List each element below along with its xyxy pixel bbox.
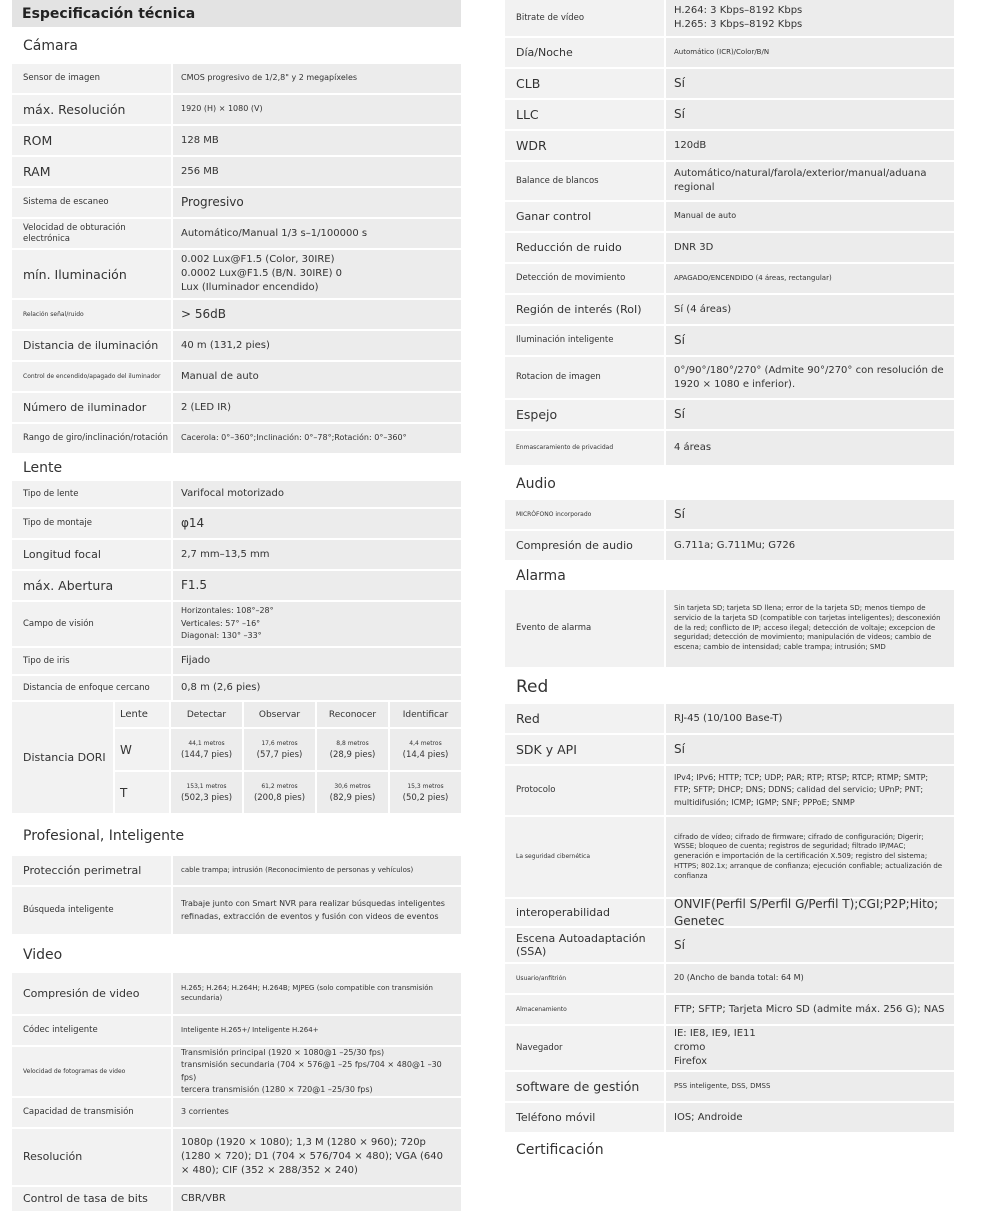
spec-label: Sistema de escaneo — [12, 188, 171, 217]
spec-value-text: FTP; SFTP; Tarjeta Micro SD (admite máx. 256 G); NAS — [674, 1003, 945, 1015]
spec-value — [171, 1047, 461, 1096]
spec-value — [171, 1187, 461, 1211]
spec-row-max-abertura — [12, 571, 461, 602]
spec-label: Iluminación inteligente — [505, 326, 664, 355]
spec-value-text: Transmisión principal (1920 × 1080@1 –25/30 fps) transmisión secundaria (704 × 576@1 –25 fps/704 × 480@1 –30 fps) tercera transmisión (1280 × 720@1 –25/30 fps) — [181, 1047, 442, 1094]
spec-label: Día/Noche — [505, 38, 664, 67]
spec-row-tipo-de-lente — [12, 481, 461, 509]
spec-label: Almacenamiento — [505, 995, 664, 1024]
spec-value — [171, 188, 461, 217]
dori-corner-label: Lente — [113, 702, 169, 729]
dori-feet: (50,2 pies) — [402, 792, 449, 803]
spec-value-text: Sí — [674, 742, 685, 757]
spec-value-text: IPv4; IPv6; HTTP; TCP; UDP; PAR; RTP; RTSP; RTCP; RTMP; SMTP; FTP; SFTP; DHCP; DNS; DDNS; calidad del servicio; UPnP; PNT; multidifusión; ICMP; IGMP; SNF; PPPoE; SNMP — [674, 772, 929, 807]
spec-row-dia-noche — [505, 38, 954, 69]
spec-value-text: Manual de auto — [181, 370, 259, 382]
spec-label: Control de tasa de bits — [12, 1187, 171, 1211]
spec-row-red — [505, 704, 954, 735]
spec-value — [664, 500, 954, 529]
left-column — [12, 0, 461, 1213]
spec-row-microfono-incorporado — [505, 500, 954, 531]
spec-row-rango-de-giro-inclinacion-rotacion — [12, 424, 461, 455]
spec-value-text: Fijado — [181, 655, 211, 666]
spec-value — [171, 157, 461, 186]
spec-row-longitud-focal — [12, 540, 461, 571]
spec-value — [171, 648, 461, 674]
spec-value-text: PSS inteligente, DSS, DMSS — [674, 1081, 771, 1090]
spec-row-ganar-control — [505, 202, 954, 233]
dori-cell — [242, 772, 315, 815]
spec-value-text: APAGADO/ENCENDIDO (4 áreas, rectangular) — [674, 273, 832, 282]
spec-value-text: Automático/natural/farola/exterior/manual/aduana regional — [674, 168, 927, 193]
spec-label: Reducción de ruido — [505, 233, 664, 262]
spec-label: WDR — [505, 131, 664, 160]
spec-row-usuario-anfitrion — [505, 964, 954, 995]
spec-label: Tipo de montaje — [12, 509, 171, 538]
spec-value — [171, 300, 461, 329]
spec-row-velocidad-de-obturacion-electronica — [12, 219, 461, 250]
spec-value-text: 20 (Ancho de banda total: 64 M) — [674, 973, 804, 983]
spec-row-tipo-de-iris — [12, 648, 461, 676]
spec-value — [171, 362, 461, 391]
spec-value-text: Varifocal motorizado — [181, 488, 284, 499]
dori-feet: (57,7 pies) — [256, 749, 303, 760]
spec-label: Velocidad de obturación electrónica — [12, 219, 171, 248]
spec-label: Sensor de imagen — [12, 64, 171, 93]
spec-value — [664, 431, 954, 465]
spec-value — [171, 424, 461, 453]
spec-value-text: DNR 3D — [674, 241, 714, 253]
spec-value-text: Sí — [674, 76, 685, 91]
spec-label: Códec inteligente — [12, 1016, 171, 1045]
spec-row-balance-de-blancos — [505, 162, 954, 202]
spec-value-text: Sí (4 áreas) — [674, 303, 732, 315]
spec-label: Protección perimetral — [12, 856, 171, 885]
spec-value — [171, 676, 461, 700]
spec-value — [664, 964, 954, 993]
spec-label: Búsqueda inteligente — [12, 887, 171, 934]
spec-value — [171, 331, 461, 360]
spec-value-text: Sí — [674, 107, 685, 122]
spec-value — [171, 481, 461, 507]
spec-value-text: 128 MB — [181, 134, 219, 146]
spec-label: Usuario/anfitrión — [505, 964, 664, 993]
spec-row-min-iluminacion — [12, 250, 461, 300]
dori-meters: 61,2 metros — [261, 782, 298, 790]
spec-value — [171, 1016, 461, 1045]
spec-row-bitrate-de-video — [505, 0, 954, 38]
dori-cell — [169, 772, 242, 815]
spec-value-text: Sí — [674, 507, 685, 522]
spec-label: CLB — [505, 69, 664, 98]
dori-cell — [315, 772, 388, 815]
spec-value-text: 1080p (1920 × 1080); 1,3 M (1280 × 960); 720p (1280 × 720); D1 (704 × 576/704 × 480); VGA (640 × 480); CIF (352 × 288/352 × 240) — [181, 1137, 444, 1176]
spec-value-text: φ14 — [181, 516, 205, 531]
spec-label: Resolución — [12, 1129, 171, 1185]
spec-value-text: Sin tarjeta SD; tarjeta SD llena; error de la tarjeta SD; menos tiempo de servicio de la tarjeta SD (compatible con tarjetas inteligentes); desconexión de la red; conflicto de IP; acceso ilegal; detección de voltaje; excepcion de seguridad; detección de movimiento; manipulación de videos; cambio de escena; cambio de intensidad; cable trampa; intrusión; SMD — [674, 604, 941, 652]
spec-label: RAM — [12, 157, 171, 186]
spec-value-text: 2 (LED IR) — [181, 401, 232, 413]
spec-value-text: Manual de auto — [674, 211, 737, 221]
section-heading-alarma: Alarma — [516, 568, 566, 584]
spec-value-text: 4 áreas — [674, 442, 712, 453]
spec-value-text: cable trampa; intrusión (Reconocimiento de personas y vehículos) — [181, 865, 414, 874]
spec-row-region-de-interes-roi — [505, 295, 954, 326]
spec-value-text: CMOS progresivo de 1/2,8" y 2 megapíxeles — [181, 73, 358, 83]
spec-value-text: Trabaje junto con Smart NVR para realizar búsquedas inteligentes refinadas, extracción de eventos y fusión con videos de eventos — [181, 899, 445, 921]
spec-label: Longitud focal — [12, 540, 171, 569]
spec-row-ram — [12, 157, 461, 188]
spec-row-navegador — [505, 1026, 954, 1072]
dori-meters: 30,6 metros — [334, 782, 371, 790]
spec-label: Número de iluminador — [12, 393, 171, 422]
spec-value — [171, 973, 461, 1014]
spec-value-text: G.711a; G.711Mu; G726 — [674, 539, 796, 551]
spec-value — [664, 38, 954, 67]
spec-value-text: cifrado de vídeo; cifrado de firmware; cifrado de configuración; Digerir; WSSE; bloqueo de cuenta; registros de seguridad; filtrado IP/MAC; generación e importación de la certificación X.509; registro del sistema; HTTPS; 802.1x; arranque de confianza; ejecución confiable; actualización de confianza — [674, 832, 943, 880]
spec-label: LLC — [505, 100, 664, 129]
spec-label: Compresión de audio — [505, 531, 664, 560]
spec-label: Bitrate de vídeo — [505, 0, 664, 36]
spec-row-control-de-encendido-apagado-del-iluminador — [12, 362, 461, 393]
spec-value — [171, 509, 461, 538]
spec-value — [171, 95, 461, 124]
section-heading-certificacion: Certificación — [516, 1142, 604, 1158]
spec-row-reduccion-de-ruido — [505, 233, 954, 264]
spec-row-iluminacion-inteligente — [505, 326, 954, 357]
spec-label: Detección de movimiento — [505, 264, 664, 293]
spec-value — [171, 393, 461, 422]
spec-value-text: ONVIF(Perfil S/Perfil G/Perfil T);CGI;P2P;Hito; Genetec — [674, 896, 939, 928]
spec-value-text: Progresivo — [181, 195, 244, 210]
spec-value-text: H.264: 3 Kbps–8192 Kbps H.265: 3 Kbps–8192 Kbps — [674, 5, 803, 30]
spec-value — [664, 531, 954, 560]
spec-value — [664, 704, 954, 733]
spec-value-text: IOS; Androide — [674, 1111, 743, 1123]
dori-cell — [388, 729, 461, 772]
right-column — [505, 0, 954, 1166]
dori-label: Distancia DORI — [12, 702, 113, 813]
spec-label: mín. Iluminación — [12, 250, 171, 298]
spec-label: Evento de alarma — [505, 590, 664, 667]
spec-label: software de gestión — [505, 1072, 664, 1101]
spec-value — [664, 326, 954, 355]
spec-value — [171, 1098, 461, 1127]
spec-value-text: F1.5 — [181, 578, 207, 593]
spec-row-compresion-de-audio — [505, 531, 954, 562]
spec-value-text: Sí — [674, 407, 685, 422]
section-heading-red: Red — [516, 676, 549, 697]
spec-value — [664, 1103, 954, 1132]
spec-row-compresion-de-video — [12, 973, 461, 1016]
spec-label: Red — [505, 704, 664, 733]
spec-label: Distancia de enfoque cercano — [12, 676, 171, 700]
spec-value — [171, 887, 461, 934]
spec-value-text: > 56dB — [181, 307, 226, 322]
spec-label: Enmascaramiento de privacidad — [505, 431, 664, 465]
spec-row-enmascaramiento-de-privacidad — [505, 431, 954, 467]
spec-label: La seguridad cibernética — [505, 817, 664, 897]
dori-header-reconocer: Reconocer — [315, 702, 388, 729]
spec-row-busqueda-inteligente — [12, 887, 461, 936]
spec-value — [664, 131, 954, 160]
spec-value-text: IE: IE8, IE9, IE11 cromo Firefox — [674, 1028, 756, 1067]
section-heading-audio: Audio — [516, 475, 556, 492]
spec-value-text: Automático (ICR)/Color/B/N — [674, 47, 770, 56]
spec-label: ROM — [12, 126, 171, 155]
spec-value-text: Sí — [674, 937, 685, 952]
spec-label: Relación señal/ruido — [12, 300, 171, 329]
spec-label: Compresión de video — [12, 973, 171, 1014]
spec-row-wdr — [505, 131, 954, 162]
spec-row-clb — [505, 69, 954, 100]
section-heading-video: Video — [23, 946, 63, 963]
page-title: Especificación técnica — [12, 0, 461, 27]
dori-meters: 153,1 metros — [186, 782, 227, 790]
dori-header-identificar: Identificar — [388, 702, 461, 729]
spec-value — [171, 64, 461, 93]
spec-label: interoperabilidad — [505, 899, 664, 926]
dori-table — [12, 702, 461, 815]
spec-value — [664, 69, 954, 98]
spec-value — [664, 295, 954, 324]
spec-row-codec-inteligente — [12, 1016, 461, 1047]
dori-feet: (28,9 pies) — [329, 749, 376, 760]
spec-row-campo-de-vision — [12, 602, 461, 648]
dori-meters: 8,8 metros — [336, 739, 369, 747]
spec-value — [171, 250, 461, 298]
spec-row-rom — [12, 126, 461, 157]
spec-label: MICRÓFONO incorporado — [505, 500, 664, 529]
spec-value — [171, 540, 461, 569]
spec-value — [171, 126, 461, 155]
spec-value — [664, 233, 954, 262]
spec-value — [664, 100, 954, 129]
spec-label: Tipo de lente — [12, 481, 171, 507]
spec-value-text: 40 m (131,2 pies) — [181, 339, 270, 351]
spec-value — [664, 735, 954, 764]
dori-meters: 4,4 metros — [409, 739, 442, 747]
dori-cell — [315, 729, 388, 772]
spec-value-text: Horizontales: 108°–28° Verticales: 57° –16° Diagonal: 130° –33° — [181, 606, 274, 641]
spec-value — [664, 0, 954, 36]
spec-value — [664, 1072, 954, 1101]
dori-row-label: W — [113, 729, 169, 772]
spec-value — [664, 1026, 954, 1070]
spec-row-escena-autoadaptacion-ssa — [505, 928, 954, 964]
dori-feet: (502,3 pies) — [180, 792, 233, 803]
spec-row-software-de-gestion — [505, 1072, 954, 1103]
dori-meters: 15,3 metros — [407, 782, 444, 790]
spec-value — [664, 264, 954, 293]
dori-header-detectar: Detectar — [169, 702, 242, 729]
spec-label: Tipo de iris — [12, 648, 171, 674]
spec-row-distancia-de-enfoque-cercano — [12, 676, 461, 702]
spec-value — [171, 856, 461, 885]
spec-label: Distancia de iluminación — [12, 331, 171, 360]
spec-value-text: 120dB — [674, 139, 707, 151]
spec-label: Capacidad de transmisión — [12, 1098, 171, 1127]
section-heading-lente: Lente — [23, 460, 63, 476]
dori-meters: 17,6 metros — [261, 739, 298, 747]
dori-header-observar: Observar — [242, 702, 315, 729]
spec-label: Rotacion de imagen — [505, 357, 664, 398]
dori-feet: (82,9 pies) — [329, 792, 376, 803]
spec-value-text: 0,8 m (2,6 pies) — [181, 682, 261, 693]
spec-row-la-seguridad-cibernetica — [505, 817, 954, 899]
spec-value — [664, 590, 954, 667]
dori-feet: (14,4 pies) — [402, 749, 449, 760]
spec-row-deteccion-de-movimiento — [505, 264, 954, 295]
spec-value — [664, 357, 954, 398]
spec-value-text: 2,7 mm–13,5 mm — [181, 548, 270, 560]
spec-label: Navegador — [505, 1026, 664, 1070]
spec-value-text: Sí — [674, 333, 685, 348]
dori-cell — [242, 729, 315, 772]
dori-grid — [113, 702, 461, 813]
spec-row-telefono-movil — [505, 1103, 954, 1134]
spec-value-text: 0°/90°/180°/270° (Admite 90°/270° con resolución de 1920 × 1080 e inferior). — [674, 364, 944, 390]
spec-row-rotacion-de-imagen — [505, 357, 954, 400]
section-heading-profesional-inteligente: Profesional, Inteligente — [23, 827, 185, 844]
spec-value-text: H.265; H.264; H.264H; H.264B; MJPEG (solo compatible con transmisión secundaria) — [181, 983, 433, 1002]
spec-row-evento-de-alarma — [505, 590, 954, 669]
spec-value-text: Cacerola: 0°–360°;Inclinación: 0°–78°;Rotación: 0°–360° — [181, 433, 407, 443]
spec-value — [664, 202, 954, 231]
spec-value-text: Inteligente H.265+/ Inteligente H.264+ — [181, 1025, 319, 1034]
spec-row-relacion-senal-ruido — [12, 300, 461, 331]
spec-value — [664, 400, 954, 429]
spec-value-text: 256 MB — [181, 165, 219, 177]
spec-row-proteccion-perimetral — [12, 856, 461, 887]
spec-value — [664, 817, 954, 897]
spec-value — [664, 162, 954, 200]
spec-row-protocolo — [505, 766, 954, 817]
spec-row-llc — [505, 100, 954, 131]
spec-value-text: Automático/Manual 1/3 s–1/100000 s — [181, 227, 368, 239]
spec-value-text: RJ-45 (10/100 Base-T) — [674, 712, 783, 724]
spec-label: Espejo — [505, 400, 664, 429]
spec-row-sistema-de-escaneo — [12, 188, 461, 219]
spec-label: Región de interés (RoI) — [505, 295, 664, 324]
spec-value — [664, 766, 954, 815]
spec-row-resolucion — [12, 1129, 461, 1187]
spec-value-text: 1920 (H) × 1080 (V) — [181, 104, 263, 114]
spec-label: Balance de blancos — [505, 162, 664, 200]
spec-row-espejo — [505, 400, 954, 431]
spec-label: Teléfono móvil — [505, 1103, 664, 1132]
spec-value — [664, 928, 954, 962]
spec-row-capacidad-de-transmision — [12, 1098, 461, 1129]
spec-label: máx. Abertura — [12, 571, 171, 600]
spec-label: Rango de giro/inclinación/rotación — [12, 424, 171, 453]
spec-row-interoperabilidad — [505, 896, 954, 928]
spec-value — [171, 219, 461, 248]
dori-feet: (144,7 pies) — [180, 749, 233, 760]
dori-row-label: T — [113, 772, 169, 815]
dori-cell — [169, 729, 242, 772]
spec-row-distancia-de-iluminacion — [12, 331, 461, 362]
spec-label: máx. Resolución — [12, 95, 171, 124]
spec-value — [664, 995, 954, 1024]
spec-label: Protocolo — [505, 766, 664, 815]
spec-row-control-de-tasa-de-bits — [12, 1187, 461, 1213]
dori-cell — [388, 772, 461, 815]
spec-value — [171, 1129, 461, 1185]
spec-value — [171, 571, 461, 600]
spec-label: Escena Autoadaptación (SSA) — [505, 928, 664, 962]
spec-row-sensor-de-imagen — [12, 64, 461, 95]
spec-value-text: 3 corrientes — [181, 1107, 229, 1117]
spec-row-max-resolucion — [12, 95, 461, 126]
spec-value — [664, 896, 954, 928]
spec-row-numero-de-iluminador — [12, 393, 461, 424]
dori-feet: (200,8 pies) — [253, 792, 306, 803]
spec-row-tipo-de-montaje — [12, 509, 461, 540]
spec-value — [171, 602, 461, 646]
spec-label: SDK y API — [505, 735, 664, 764]
spec-row-sdk-y-api — [505, 735, 954, 766]
spec-label: Velocidad de fotogramas de video — [12, 1047, 171, 1096]
section-heading-camara: Cámara — [23, 37, 78, 54]
dori-meters: 44,1 metros — [188, 739, 225, 747]
spec-value-text: 0.002 Lux@F1.5 (Color, 30IRE) 0.0002 Lux@F1.5 (B/N. 30IRE) 0 Lux (Iluminador encendido) — [181, 254, 343, 293]
spec-row-almacenamiento — [505, 995, 954, 1026]
spec-label: Ganar control — [505, 202, 664, 231]
spec-value-text: CBR/VBR — [181, 1193, 226, 1204]
spec-label: Campo de visión — [12, 602, 171, 646]
spec-label: Control de encendido/apagado del iluminador — [12, 362, 171, 391]
spec-row-velocidad-de-fotogramas-de-video — [12, 1047, 461, 1098]
